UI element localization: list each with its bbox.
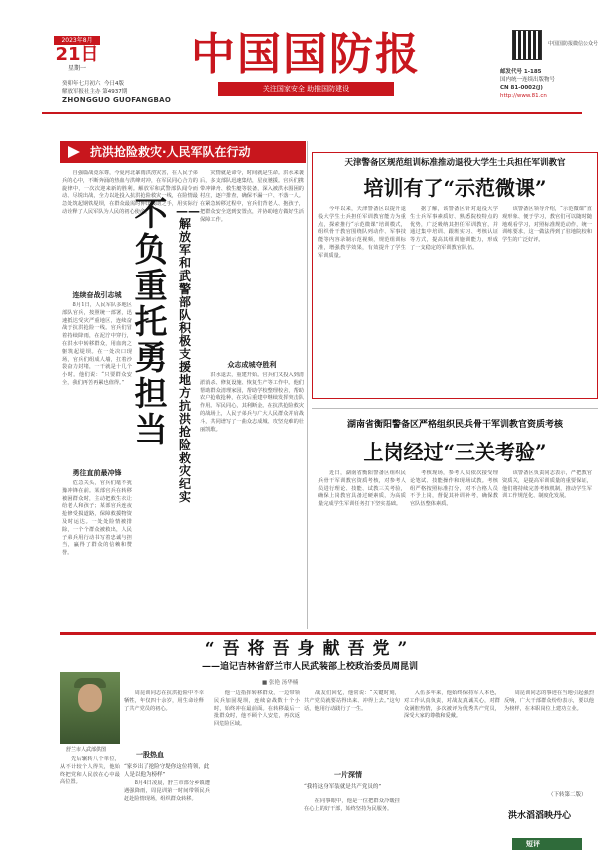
- date-year-month: 2023年8月: [54, 36, 100, 45]
- body-text: 他一边指挥转移群众，一边带领民兵加固堤坝，连续奋战数十个小时，始终冲在最前面。在转移最后一批群众时，他不顾个人安危，再次返回危险区域。: [214, 690, 300, 728]
- section-quote-1: “家乡出了抢险守堤你这位将领，此人是以他为榜样”: [124, 764, 210, 778]
- body-text: 该警备区负责同志表示，严把教官资质关，是提高军训质量的重要保证，他们将持续完善考核机制，推动学生军训工作规范化、制度化发展。: [502, 470, 592, 500]
- publication-codes: [500, 68, 580, 100]
- page-count: 今日4版: [104, 81, 125, 87]
- feature-big-title: 不负重托勇担当: [134, 194, 168, 449]
- masthead: [0, 0, 607, 112]
- lunar-date: 癸卯年七月初六: [62, 81, 101, 87]
- issue-number: 解放军报社主办 第4937期: [62, 89, 128, 95]
- body-text: 灾情就是命令，时间就是生命。洪水来袭后，多支部队迅速集结，星夜驰援。官兵们携带冲锋舟、救生艇等装备，深入被洪水围困的村庄，逐户排查，确保不漏一户、不落一人。在紧急转移过程中，官兵们背老人、抱孩子，把群众安全送到安置点，并协助地方做好生活保障工作。: [200, 170, 304, 223]
- feature-vertical-sub: ——解放军和武警部队积极支援地方抗洪抢险救灾纪实: [176, 204, 200, 504]
- body-text: 据了解，该警备区针对退役大学生士兵军事素质好、熟悉院校特点的优势，广泛吸纳其担任军训教官，并通过集中培训、跟班实习、考核认证等方式，提高其组训施训能力，形成了一支稳定的军训教官队伍。: [410, 206, 498, 251]
- sub-head-2: 勇往直前最冲锋: [72, 468, 122, 477]
- date-day: 21日: [55, 44, 99, 65]
- date-weekday: 星期一: [67, 65, 86, 72]
- body-text: 周昆训同志在抗洪抢险中不幸牺牲，年仅四十余岁，用生命诠释了共产党员的初心。: [124, 690, 204, 712]
- face-icon: [78, 684, 102, 712]
- body-text: 入伍多年来，他始终保持军人本色，对工作认真负责，对战友真诚关心，对群众满腔热情，多次被评为优秀共产党员，深受大家的尊敬和爱戴。: [404, 690, 500, 720]
- commentary-label: 短评: [512, 838, 582, 850]
- slogan-bar: 关注国家安全 助推国防建设: [218, 82, 394, 96]
- continued-note: （下转第二版）: [548, 792, 587, 798]
- sub-head-1: 连续奋战引志城: [72, 290, 122, 299]
- body-text: 战友们回忆，他常说：“关键时刻，共产党员就要站得出来、冲得上去。”这句话，他用行动践行了一生。: [304, 690, 400, 712]
- qr-caption: 中国国防报微信公众号: [548, 41, 599, 47]
- commentary-title: 洪水滔滔映丹心: [508, 811, 572, 821]
- tianjin-title: 培训有了“示范微课”: [363, 176, 547, 200]
- body-text: 周昆训同志的事迹在当地引起强烈反响，广大干部群众纷纷表示，要以他为榜样，在本职岗位上建功立业。: [504, 690, 594, 712]
- column-divider: [307, 141, 308, 629]
- masthead-rule: [42, 112, 582, 114]
- body-text: 先后辗转八个单位，从不计较个人得失，他始终把党和人民放在心中最高位置。: [60, 756, 120, 786]
- postal-code: 邮发代号 1-185: [500, 69, 542, 75]
- article-divider: [312, 408, 598, 409]
- hunan-title: 上岗经过“三关考验”: [363, 440, 547, 464]
- body-text: 8月4日凌晨，舒兰市部分乡镇遭遇强降雨，周昆训第一时间带领民兵赶赴险情现场，组织群众转移。: [124, 780, 210, 802]
- issue-info: [62, 80, 182, 104]
- feature-byline: ■ 张艳 汤华楠: [262, 680, 299, 686]
- body-text: 自强篇战竟东尊，今夏河北暴雨洪涝灾害，在人民子弟兵的心中，不断奔涌的热血与洪峰对冲，在军民同心合力的旋律中，一次次迎来新的胜利。解放军和武警部队闻令而动、尽锐出战，全力以赴投入抗洪抢险救灾一线，在险情最急处筑起钢铁堤坝，在群众最需时伸出援助之手，用实际行动诠释了人民军队为人民的初心使命。: [62, 170, 198, 215]
- column-banner: 抗洪抢险救灾·人民军队在行动: [60, 141, 306, 163]
- photo-caption: 舒兰市人武部供图: [66, 747, 107, 753]
- pinyin-name: ZHONGGUO GUOFANGBAO: [62, 96, 172, 104]
- body-text: 8月1日，人民军队多地区部队官兵，按照统一部署，迅速抵达受灾严重地区，连续奋战于抗洪抢险一线。官兵们冒着持续降雨，在泥泞中穿行，在洪水中转移群众，用血肉之躯筑起堤坝。在一处决口现场，官兵们组成人墙，扛着沙袋奋力封堵，一干就是十几个小时。他们说：“只要群众安全，我们再苦再累也值得。”: [62, 302, 132, 386]
- cn-label: 国内统一连续出版物号: [500, 77, 556, 83]
- body-text: 危急关头，官兵们毫不犹豫冲锋在前。某部官兵在转移被困群众时，主动把救生衣让给老人和孩子；某部官兵连夜抢修受损道路，保障救援物资及时运达。一处处险情被排除，一个个群众被救出，人民子弟兵用行动书写着忠诚与担当，赢得了群众的信赖和赞誉。: [62, 480, 132, 557]
- date-box: [54, 36, 100, 82]
- section-quote-2: “我将这身军装就是共产党员的”: [304, 784, 382, 790]
- body-text: 今年以来，天津警备区以提升退役大学生士兵担任军训教官能力为重点，探索推行“示范微课”培训模式，组织骨干教官围绕队列动作、军事技能等内容录制示范视频，规范组训标准，增强教学效果，有效提升了学生军训质量。: [318, 206, 406, 259]
- section-head-2: 一片深情: [334, 771, 362, 779]
- body-text: 近日，湖南省衡阳警备区组织民兵骨干军训教官资质考核，对参考人员进行理论、技能、试教三关考验，确保上岗教官具备过硬素质，为高质量完成学生军训任务打下坚实基础。: [318, 470, 406, 508]
- sub-head-3: 众志成城夺胜利: [227, 360, 277, 369]
- website-link[interactable]: http://www.81.cn: [500, 93, 547, 99]
- feature-title: “吾将吾身献吾党”: [204, 639, 416, 659]
- tianjin-kicker: 天津警备区规范组训标准推动退役大学生士兵担任军训教官: [344, 158, 566, 168]
- portrait-photo: [60, 672, 120, 744]
- newspaper-logo: 中国国防报: [191, 29, 421, 80]
- body-text: 洪水退去，重建开始。官兵们又投入到清淤消杀、修复设施、恢复生产等工作中。他们帮助群众清理家园，帮助学校整理校舍，帮助农户抢收抢种，在灾后重建中继续发挥突击队作用。军民同心，其利断金。在抗洪抢险救灾的战场上，人民子弟兵与广大人民群众并肩战斗，共同谱写了一曲众志成城、攻坚克难的壮丽凯歌。: [200, 372, 304, 433]
- body-text: 该警备区领导介绍，“示范微课”直观形象、便于学习，教官们可以随时随地观看学习，对照标准规范动作，统一训练要求，这一做法得到了驻地院校和学生的广泛好评。: [502, 206, 592, 244]
- body-text: 在同事眼中，他是一位把群众冷暖挂在心上的好干部，始终坚持为民服务。: [304, 798, 400, 812]
- section-head-1: 一股热血: [136, 751, 164, 759]
- hunan-kicker: 湖南省衡阳警备区严格组织民兵骨干军训教官资质考核: [346, 420, 563, 430]
- cn-number: CN 81-0002(J): [500, 85, 543, 91]
- body-text: 考核现场，参考人员依次接受理论笔试、技能操作和现场试教。考核组严格按照标准打分，对不合格人员不予上岗，督促其补训补考，确保教官队伍整体素质。: [410, 470, 498, 508]
- feature-subtitle: ——追记吉林省舒兰市人民武装部上校政治委员周昆训: [201, 662, 418, 672]
- qr-code-icon: [512, 30, 542, 60]
